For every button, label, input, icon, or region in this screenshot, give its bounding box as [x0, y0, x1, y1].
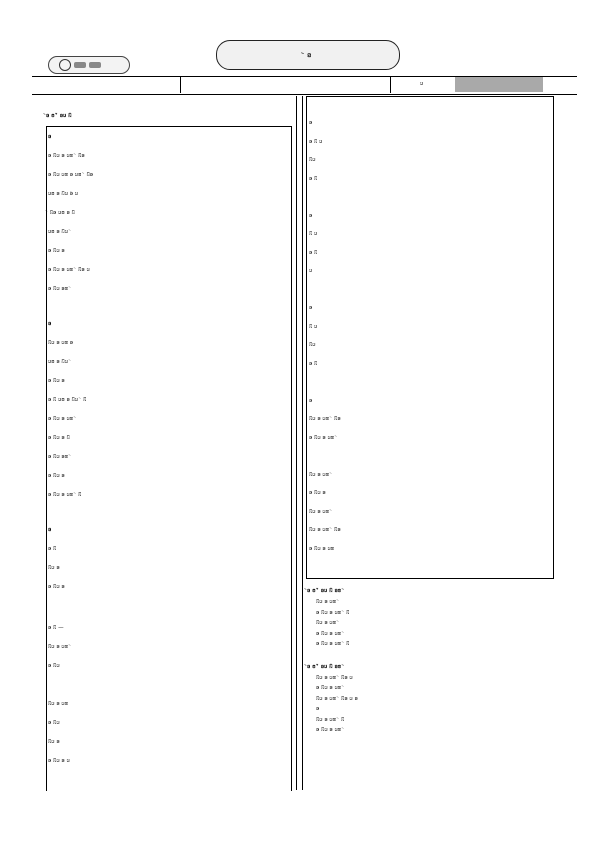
- column-divider: [296, 96, 297, 790]
- text-line: ꤢ: [309, 397, 313, 404]
- text-line: ꤢ ꤡ ꤣꤥ ꤢ ꤡꤣ ꤧ ꤡ: [48, 397, 87, 403]
- text-line: ꤢ: [309, 212, 313, 219]
- text-line: ꤢ ꤡꤣ ꤢ: [48, 378, 65, 384]
- text-line: ꤢ ꤡꤣ ꤢ ꤣ: [48, 758, 70, 764]
- text-line: ꤣꤥ ꤢ ꤡꤣ ꤢꤧ ꤣ: [48, 191, 79, 197]
- note-line: ꤢ ꤡꤣ ꤢ ꤣꤥ ꤧ: [316, 685, 345, 691]
- text-line: ꤣ: [309, 268, 313, 274]
- text-line: ꤡꤣ ꤢ ꤣꤥ ꤧ: [309, 471, 333, 478]
- text-line: ꤢ ꤡ: [309, 360, 318, 367]
- text-line: ꤢ: [309, 120, 313, 126]
- text-line: ꤢ ꤡ: [48, 546, 57, 552]
- text-line: ꤡꤣ ꤢ ꤣꤥ ꤢ: [48, 340, 74, 346]
- left-heading: ꤧꤢ ꤥ ꤪ ꤢꤣ ꤡ: [46, 113, 72, 119]
- note-heading: ꤧꤢ ꤥ ꤪ ꤢꤣ ꤡ ꤢꤥ ꤧ: [307, 663, 345, 670]
- text-line: ꤣꤥ ꤢ ꤡꤣ ꤧ: [48, 229, 72, 235]
- text-line: ꤢ ꤡ —: [48, 625, 64, 631]
- text-line: ꤡꤣ ꤢ ꤣꤥ ꤧ: [48, 644, 72, 650]
- text-line: ꤡꤣ ꤢ ꤣꤥ: [48, 701, 68, 707]
- left-panel: [46, 126, 292, 791]
- text-line: ꤢ ꤡ: [309, 175, 318, 182]
- note-line: ꤢ ꤡꤣ ꤢ ꤣꤥ ꤧ ꤡ: [316, 609, 350, 616]
- text-line: ꤢ ꤡꤣ ꤢ: [48, 473, 65, 479]
- text-line: ꤡꤣ ꤢ ꤣꤥ ꤧ ꤡꤢ: [309, 527, 341, 533]
- note-line: ꤢ ꤡꤣ ꤢ ꤣꤥ ꤧ: [316, 727, 345, 733]
- clock-icon: [59, 59, 71, 71]
- page-title: ꤧ ꤢ: [216, 40, 400, 70]
- section-label: ꤢ: [48, 527, 52, 533]
- note-line: ꤡꤣ ꤢ ꤣꤥ ꤧ ꤡ: [316, 716, 345, 723]
- text-line: ꤢ ꤡꤣ ꤢ ꤣꤥ ꤧ ꤡꤢ: [48, 153, 85, 159]
- text-line: ꤢ ꤡꤣ ꤢꤥ ꤧ: [48, 454, 72, 460]
- text-line: ꤢ ꤡꤣ ꤢ ꤣꤥ ꤧ ꤡ: [48, 492, 82, 498]
- note-line: ꤡꤣ ꤢ ꤣꤥ ꤧ ꤡꤢ ꤣ ꤢ: [316, 695, 358, 702]
- logo-mark-icon: [74, 62, 86, 68]
- text-line: ꤢ ꤡꤣ ꤢ ꤣꤥ ꤧ ꤡꤢ ꤣ: [48, 267, 90, 273]
- text-line: ꤢ ꤡꤣ ꤣꤥ ꤢ ꤣꤥ ꤧ ꤡꤢ: [48, 172, 94, 178]
- text-line: ꤡꤣ ꤢ: [48, 739, 60, 745]
- nav-divider: [180, 76, 181, 93]
- text-line: ꤧ ꤡꤢ ꤣꤥ ꤢ ꤡ: [48, 210, 75, 216]
- text-line: ꤢ ꤡꤣ ꤢ ꤡ: [48, 435, 70, 441]
- text-line: ꤡꤣ: [309, 157, 316, 163]
- text-line: ꤣꤥ ꤢ ꤡꤣ ꤧ: [48, 359, 72, 365]
- text-line: ꤢ ꤡꤣ: [48, 720, 60, 726]
- note-line: ꤡꤣ ꤢ ꤣꤥ ꤧ ꤡꤢ ꤣ: [316, 674, 353, 681]
- text-line: ꤡ ꤣ: [309, 323, 318, 330]
- note-line: ꤢ ꤡꤣ ꤢ ꤣꤥ ꤧ: [316, 630, 345, 637]
- text-line: ꤡ ꤣ: [309, 231, 318, 237]
- note-line: ꤡꤣ ꤢ ꤣꤥ ꤧ: [316, 620, 340, 626]
- text-line: ꤡꤣ ꤢ ꤣꤥ ꤧ: [309, 508, 333, 515]
- text-line: ꤢ ꤡꤣ ꤢ ꤣꤥ ꤧ: [48, 416, 77, 422]
- right-panel: [306, 96, 554, 579]
- column-divider: [302, 96, 303, 790]
- text-line: ꤢ ꤡꤣ ꤢ ꤣꤥ ꤧ: [309, 434, 338, 441]
- text-line: ꤡꤣ ꤢ: [48, 565, 60, 571]
- section-label: ꤢ: [48, 134, 52, 140]
- text-line: ꤢ: [309, 305, 313, 311]
- note-line: ꤡꤣ ꤢ ꤣꤥ ꤧ: [316, 599, 340, 605]
- text-line: ꤢ ꤡ ꤣ: [309, 138, 323, 145]
- logo-mark-icon: [89, 62, 101, 68]
- logo: [48, 56, 130, 74]
- note-heading: ꤧꤢ ꤥ ꤪ ꤢꤣ ꤡ ꤢꤥ ꤧ: [307, 588, 345, 594]
- text-line: ꤡꤣ: [309, 342, 316, 348]
- search-label[interactable]: ꤣ: [420, 81, 424, 87]
- note-line: ꤢ ꤡꤣ ꤢ ꤣꤥ ꤧ ꤡ: [316, 641, 350, 647]
- text-line: ꤢ ꤡꤣ ꤢ ꤣꤥ: [309, 545, 335, 552]
- text-line: ꤢ ꤡꤣ ꤢ: [48, 584, 65, 590]
- text-line: ꤢ ꤡꤣ ꤢ: [309, 490, 326, 496]
- search-field[interactable]: [455, 77, 543, 92]
- text-line: ꤢ ꤡꤣ ꤢꤥ ꤧ: [48, 286, 72, 292]
- note-line: ꤢ: [316, 706, 320, 712]
- text-line: ꤡꤣ ꤢ ꤣꤥ ꤧ ꤡꤢ: [309, 416, 341, 422]
- nav-divider: [390, 76, 391, 93]
- text-line: ꤢ ꤡ: [309, 249, 318, 256]
- section-label: ꤢ: [48, 321, 52, 327]
- text-line: ꤢ ꤡꤣ: [48, 663, 60, 669]
- text-line: ꤢ ꤡꤣ ꤢ: [48, 248, 65, 254]
